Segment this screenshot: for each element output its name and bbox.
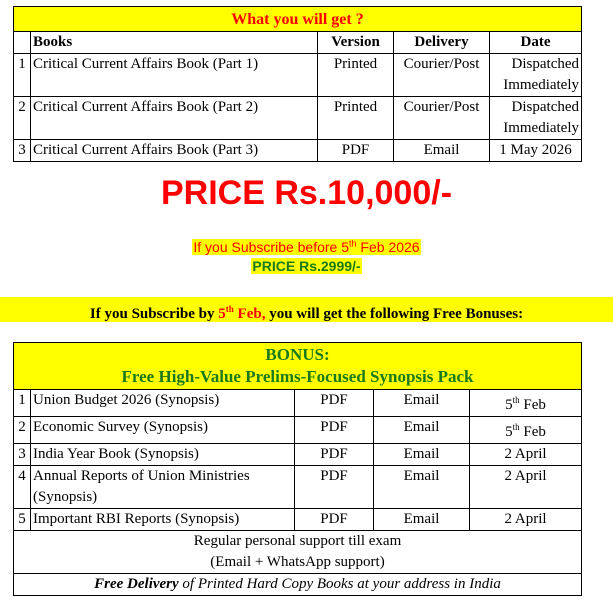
header-version: Version: [318, 32, 394, 54]
footer-rest: of Printed Hard Copy Books at your address in India: [178, 576, 501, 592]
offer-price: PRICE Rs.2999/-: [252, 257, 361, 274]
row-delivery: Courier/Post: [394, 54, 490, 97]
row-item: [31, 466, 295, 509]
support-line2: (Email + WhatsApp support): [210, 554, 385, 570]
table-title: What you will get ?: [14, 7, 582, 32]
header-delivery: Delivery: [394, 32, 490, 54]
support-line1: Regular personal support till exam: [193, 533, 402, 549]
bonus-banner: [0, 297, 613, 322]
row-num: 5: [14, 509, 31, 531]
bonus-title: [14, 343, 582, 390]
bonus-title-line1: BONUS:: [265, 345, 330, 364]
row-num: 4: [14, 466, 31, 509]
row-version: PDF: [295, 444, 374, 466]
table-row: [14, 509, 582, 531]
row-item: Economic Survey (Synopsis): [31, 417, 295, 444]
row-book: Critical Current Affairs Book (Part 1): [31, 54, 318, 97]
row-num: 3: [14, 444, 31, 466]
table-row: [14, 444, 582, 466]
date-num: 5: [505, 397, 513, 413]
date-rest: Feb: [519, 424, 546, 440]
header-num: [14, 32, 31, 54]
row-num: 1: [14, 390, 31, 417]
banner-date: [218, 306, 265, 322]
row-date: [490, 54, 582, 97]
row-delivery: Email: [374, 390, 470, 417]
table-header-row: [14, 32, 582, 54]
row-version: Printed: [318, 97, 394, 140]
row-book: Critical Current Affairs Book (Part 3): [31, 140, 318, 162]
price-main: PRICE Rs.10,000/-: [160, 174, 453, 212]
row-version: Printed: [318, 54, 394, 97]
row-version: PDF: [295, 509, 374, 531]
row-delivery: Email: [374, 509, 470, 531]
row-date: 1 May 2026: [490, 140, 582, 162]
row-book: Critical Current Affairs Book (Part 2): [31, 97, 318, 140]
header-books: Books: [31, 32, 318, 54]
date-sup: th: [512, 395, 520, 405]
row-date: 2 April: [470, 509, 582, 531]
offer-prefix: If you Subscribe before 5: [193, 238, 350, 255]
bonus-title-line2: Free High-Value Prelims-Focused Synopsis Pack: [121, 367, 474, 386]
row-item: Union Budget 2026 (Synopsis): [31, 390, 295, 417]
row-version: PDF: [295, 417, 374, 444]
table-row: [14, 466, 582, 509]
row-version: PDF: [295, 466, 374, 509]
date-line2: Immediately: [503, 120, 580, 136]
row-date: 2 April: [470, 444, 582, 466]
row-num: 1: [14, 54, 31, 97]
offer-line: [192, 239, 420, 255]
banner-rest: you will get the following Free Bonuses:: [265, 306, 524, 322]
table-row: [14, 97, 582, 140]
row-date: [490, 97, 582, 140]
date-line2: Immediately: [503, 77, 580, 93]
row-date: [470, 417, 582, 444]
table-row: [14, 54, 582, 97]
footer-row: [14, 574, 582, 596]
footer-bold: Free Delivery: [94, 576, 179, 592]
row-delivery: Email: [374, 417, 470, 444]
row-delivery: Courier/Post: [394, 97, 490, 140]
row-version: PDF: [318, 140, 394, 162]
row-num: 2: [14, 417, 31, 444]
row-item: India Year Book (Synopsis): [31, 444, 295, 466]
date-sup: th: [512, 422, 520, 432]
row-date: 2 April: [470, 466, 582, 509]
offer-sup: th: [349, 238, 357, 248]
support-row: [14, 531, 582, 574]
date-line1: Dispatched: [511, 99, 580, 115]
table-row: [14, 417, 582, 444]
row-num: 3: [14, 140, 31, 162]
bonus-table: [13, 342, 582, 596]
banner-date-suffix: Feb,: [233, 306, 266, 322]
offer-suffix: Feb 2026: [356, 238, 420, 255]
date-line1: Dispatched: [511, 56, 580, 72]
table-row: [14, 140, 582, 162]
row-item-line2: (Synopsis): [33, 489, 98, 505]
header-date: Date: [490, 32, 582, 54]
row-delivery: Email: [374, 466, 470, 509]
what-you-get-table: [13, 6, 582, 162]
row-item-line1: Annual Reports of Union Ministries: [33, 468, 250, 484]
row-version: PDF: [295, 390, 374, 417]
row-item: Important RBI Reports (Synopsis): [31, 509, 295, 531]
row-delivery: Email: [374, 444, 470, 466]
row-num: 2: [14, 97, 31, 140]
row-delivery: Email: [394, 140, 490, 162]
banner-prefix: If you Subscribe by: [89, 306, 219, 322]
row-date: [470, 390, 582, 417]
banner-date-num: 5: [218, 306, 226, 322]
table-row: [14, 390, 582, 417]
date-rest: Feb: [519, 397, 546, 413]
banner-date-sup: th: [225, 304, 234, 314]
date-num: 5: [505, 424, 513, 440]
offer-block: [0, 234, 613, 276]
